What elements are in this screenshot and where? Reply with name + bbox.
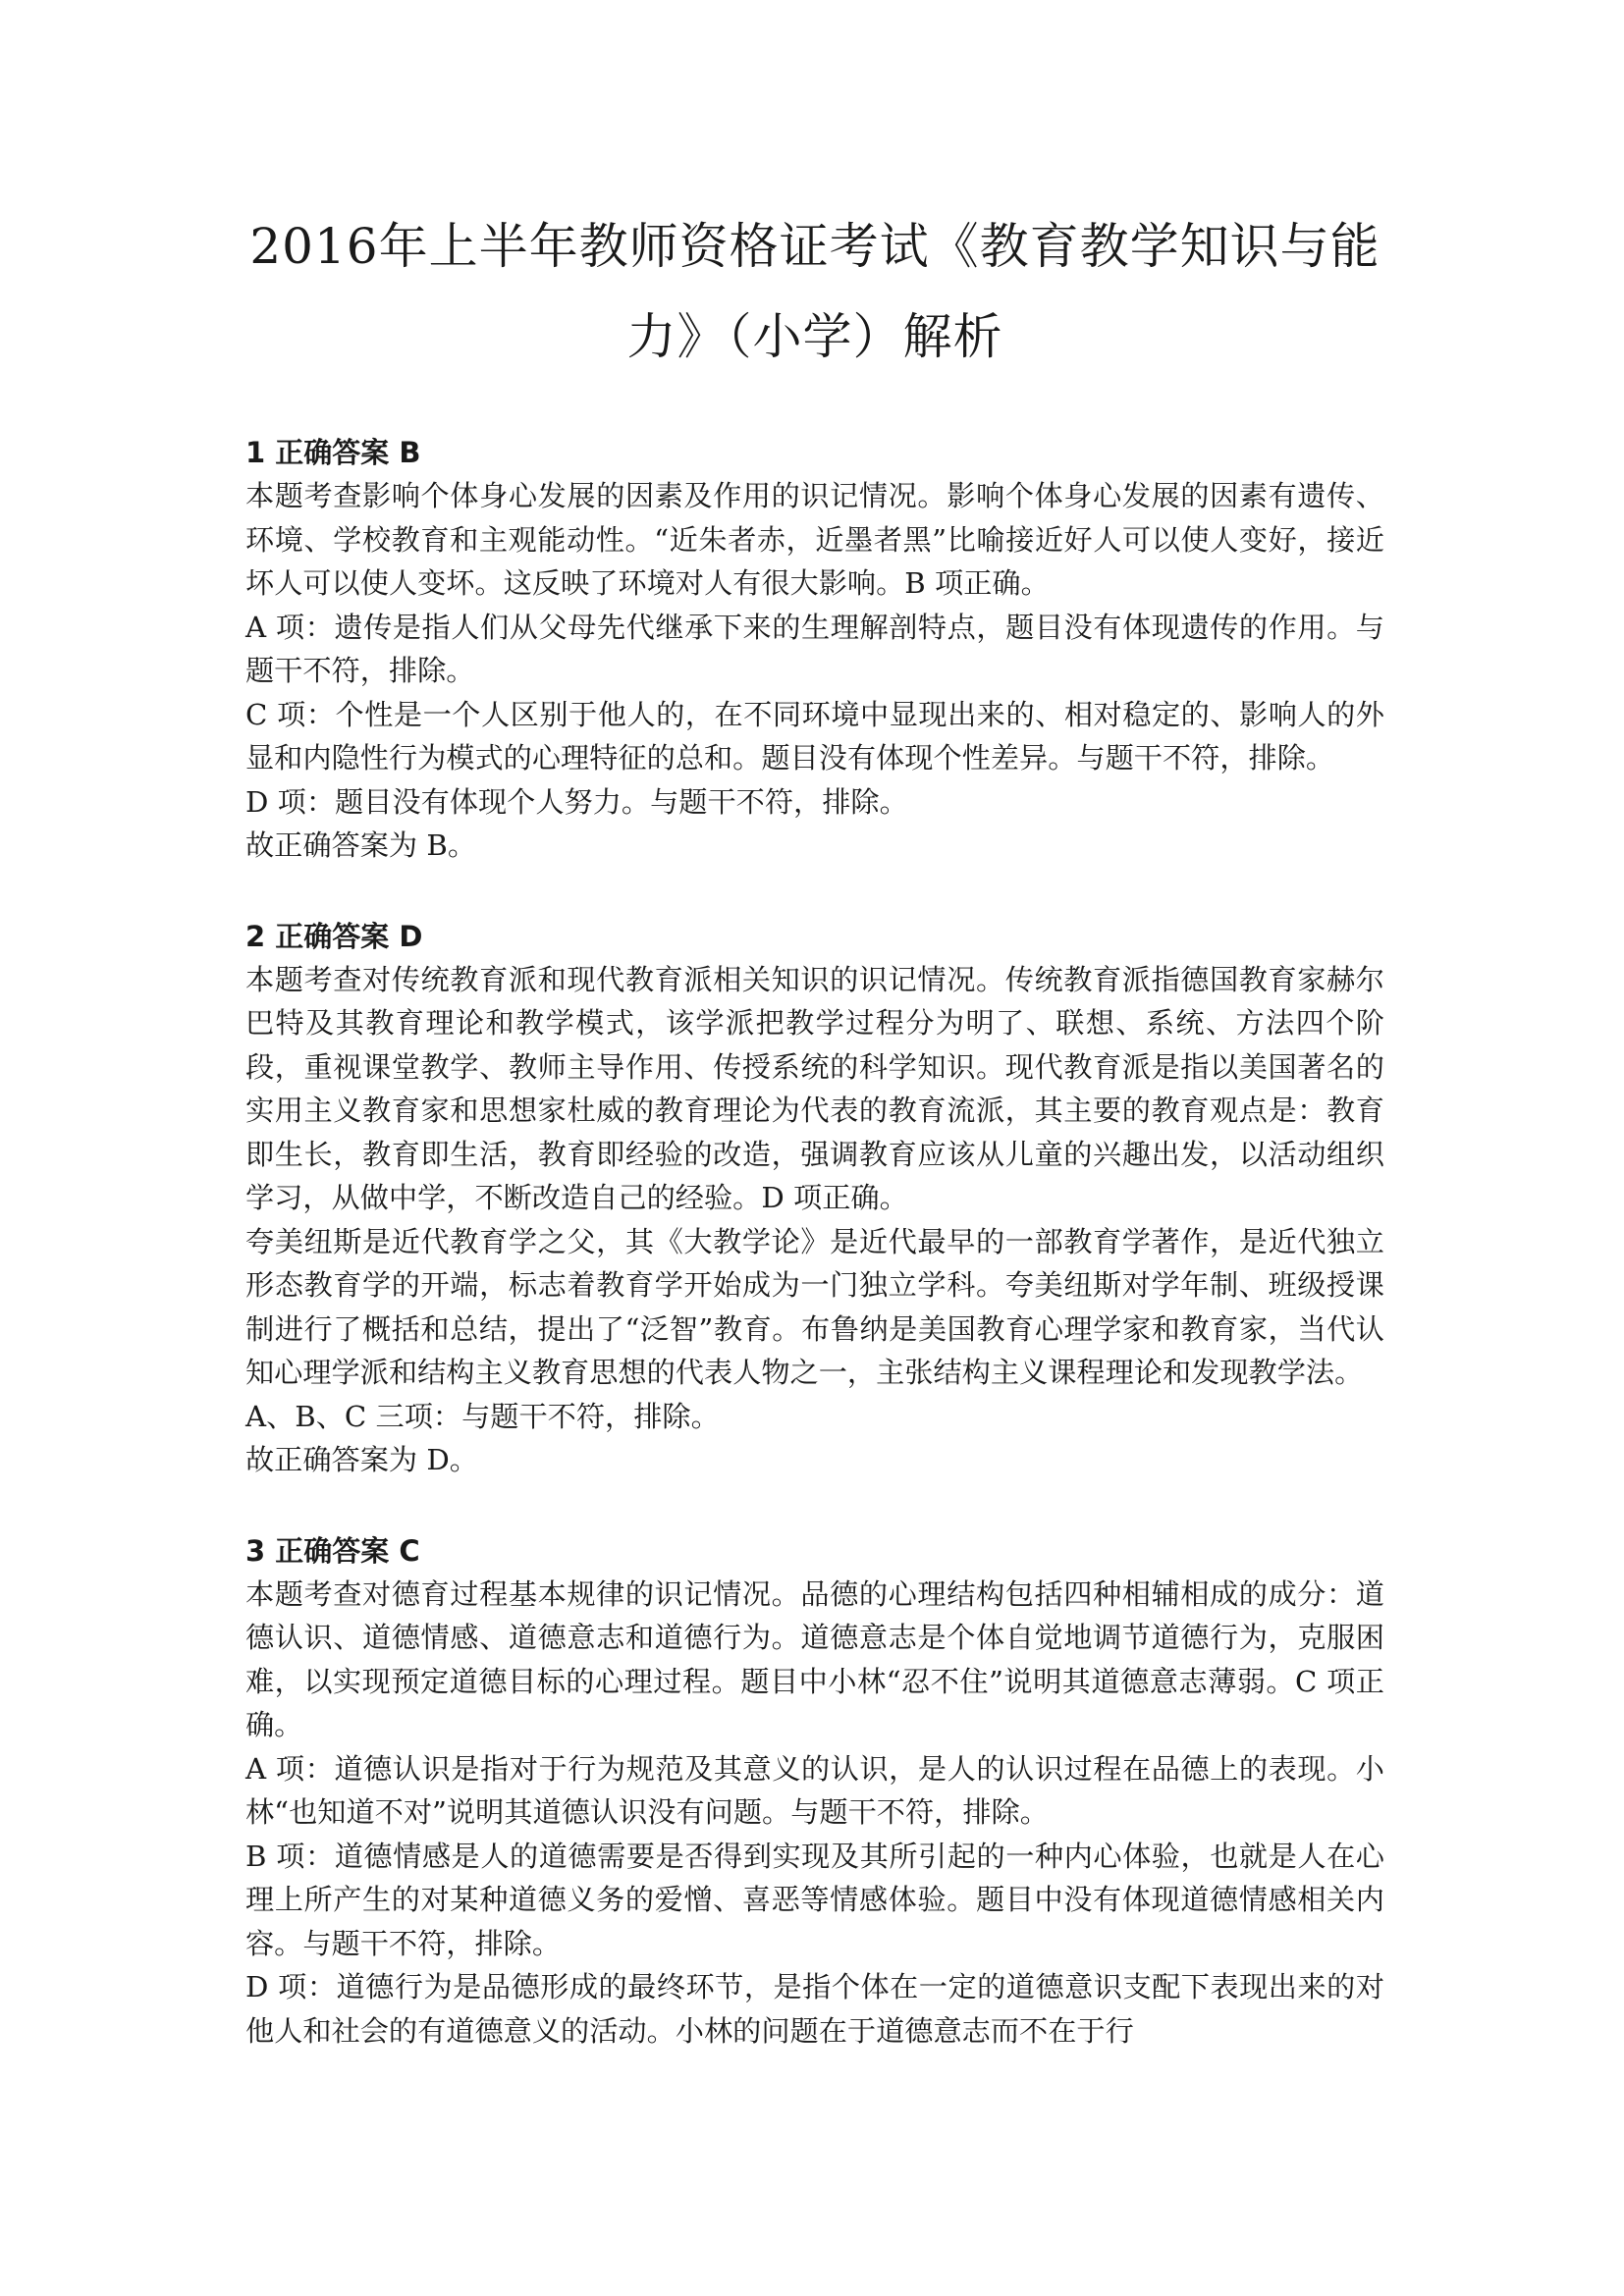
document-title [245, 201, 1384, 382]
q1-option-a: A 项：遗传是指人们从父母先代继承下来的生理解剖特点，题目没有体现遗传的作用。与题干不符，排除。 [245, 610, 1384, 687]
question-2 [245, 915, 1384, 1482]
question-2-answer-heading: 2 正确答案 D [245, 919, 423, 953]
question-3-answer-heading: 3 正确答案 C [245, 1533, 420, 1568]
q3-option-b: B 项：道德情感是人的道德需要是否得到实现及其所引起的一种内心体验，也就是人在心理上所产生的对某种道德义务的爱憎、喜恶等情感体验。题目中没有体现道德情感相关内容。与题干不符，排除。 [245, 1839, 1384, 1960]
q2-explanation: 本题考查对传统教育派和现代教育派相关知识的识记情况。传统教育派指德国教育家赫尔巴特及其教育理论和教学模式，该学派把教学过程分为明了、联想、系统、方法四个阶段，重视课堂教学、教师主导作用、传授系统的科学知识。现代教育派是指以美国著名的实用主义教育家和思想家杜威的教育理论为代表的教育流派，其主要的教育观点是：教育即生长，教育即生活，教育即经验的改造，强调教育应该从儿童的兴趣出发，以活动组织学习，从做中学，不断改造自己的经验。D 项正确。 [245, 962, 1384, 1214]
q1-option-d: D 项：题目没有体现个人努力。与题干不符，排除。 [245, 784, 908, 819]
question-1-answer-heading: 1 正确答案 B [245, 436, 421, 469]
q2-options-abc: A、B、C 三项：与题干不符，排除。 [245, 1399, 720, 1433]
q2-background: 夸美纽斯是近代教育学之父，其《大教学论》是近代最早的一部教育学著作，是近代独立形态教育学的开端，标志着教育学开始成为一门独立学科。夸美纽斯对学年制、班级授课制进行了概括和总结，提出了“泛智”教育。布鲁纳是美国教育心理学家和教育家，当代认知心理学派和结构主义教育思想的代表人物之一，主张结构主义课程理论和发现教学法。 [245, 1224, 1384, 1389]
q3-option-a: A 项：道德认识是指对于行为规范及其意义的认识，是人的认识过程在品德上的表现。小林“也知道不对”说明其道德认识没有问题。与题干不符，排除。 [245, 1751, 1384, 1829]
title-line-1: 2016年上半年教师资格证考试《教育教学知识与能 [249, 218, 1380, 275]
title-line-2: 力》（小学）解析 [626, 308, 1003, 365]
question-3 [245, 1529, 1384, 2054]
q2-conclusion: 故正确答案为 D。 [245, 1443, 478, 1476]
question-1 [245, 431, 1384, 868]
q3-explanation: 本题考查对德育过程基本规律的识记情况。品德的心理结构包括四种相辅相成的成分：道德认识、道德情感、道德意志和道德行为。道德意志是个体自觉地调节道德行为，克服困难，以实现预定道德目标的心理过程。题目中小林“忍不住”说明其道德意志薄弱。C 项正确。 [245, 1576, 1384, 1741]
q1-explanation: 本题考查影响个体身心发展的因素及作用的识记情况。影响个体身心发展的因素有遗传、环境、学校教育和主观能动性。“近朱者赤，近墨者黑”比喻接近好人可以使人变好，接近坏人可以使人变坏。这反映了环境对人有很大影响。B 项正确。 [245, 479, 1384, 600]
q1-conclusion: 故正确答案为 B。 [245, 828, 477, 862]
q1-option-c: C 项：个性是一个人区别于他人的，在不同环境中显现出来的、相对稳定的、影响人的外显和内隐性行为模式的心理特征的总和。题目没有体现个性差异。与题干不符，排除。 [245, 697, 1384, 774]
q3-option-d: D 项：道德行为是品德形成的最终环节，是指个体在一定的道德意识支配下表现出来的对他人和社会的有道德意义的活动。小林的问题在于道德意志而不在于行 [245, 1970, 1384, 2048]
